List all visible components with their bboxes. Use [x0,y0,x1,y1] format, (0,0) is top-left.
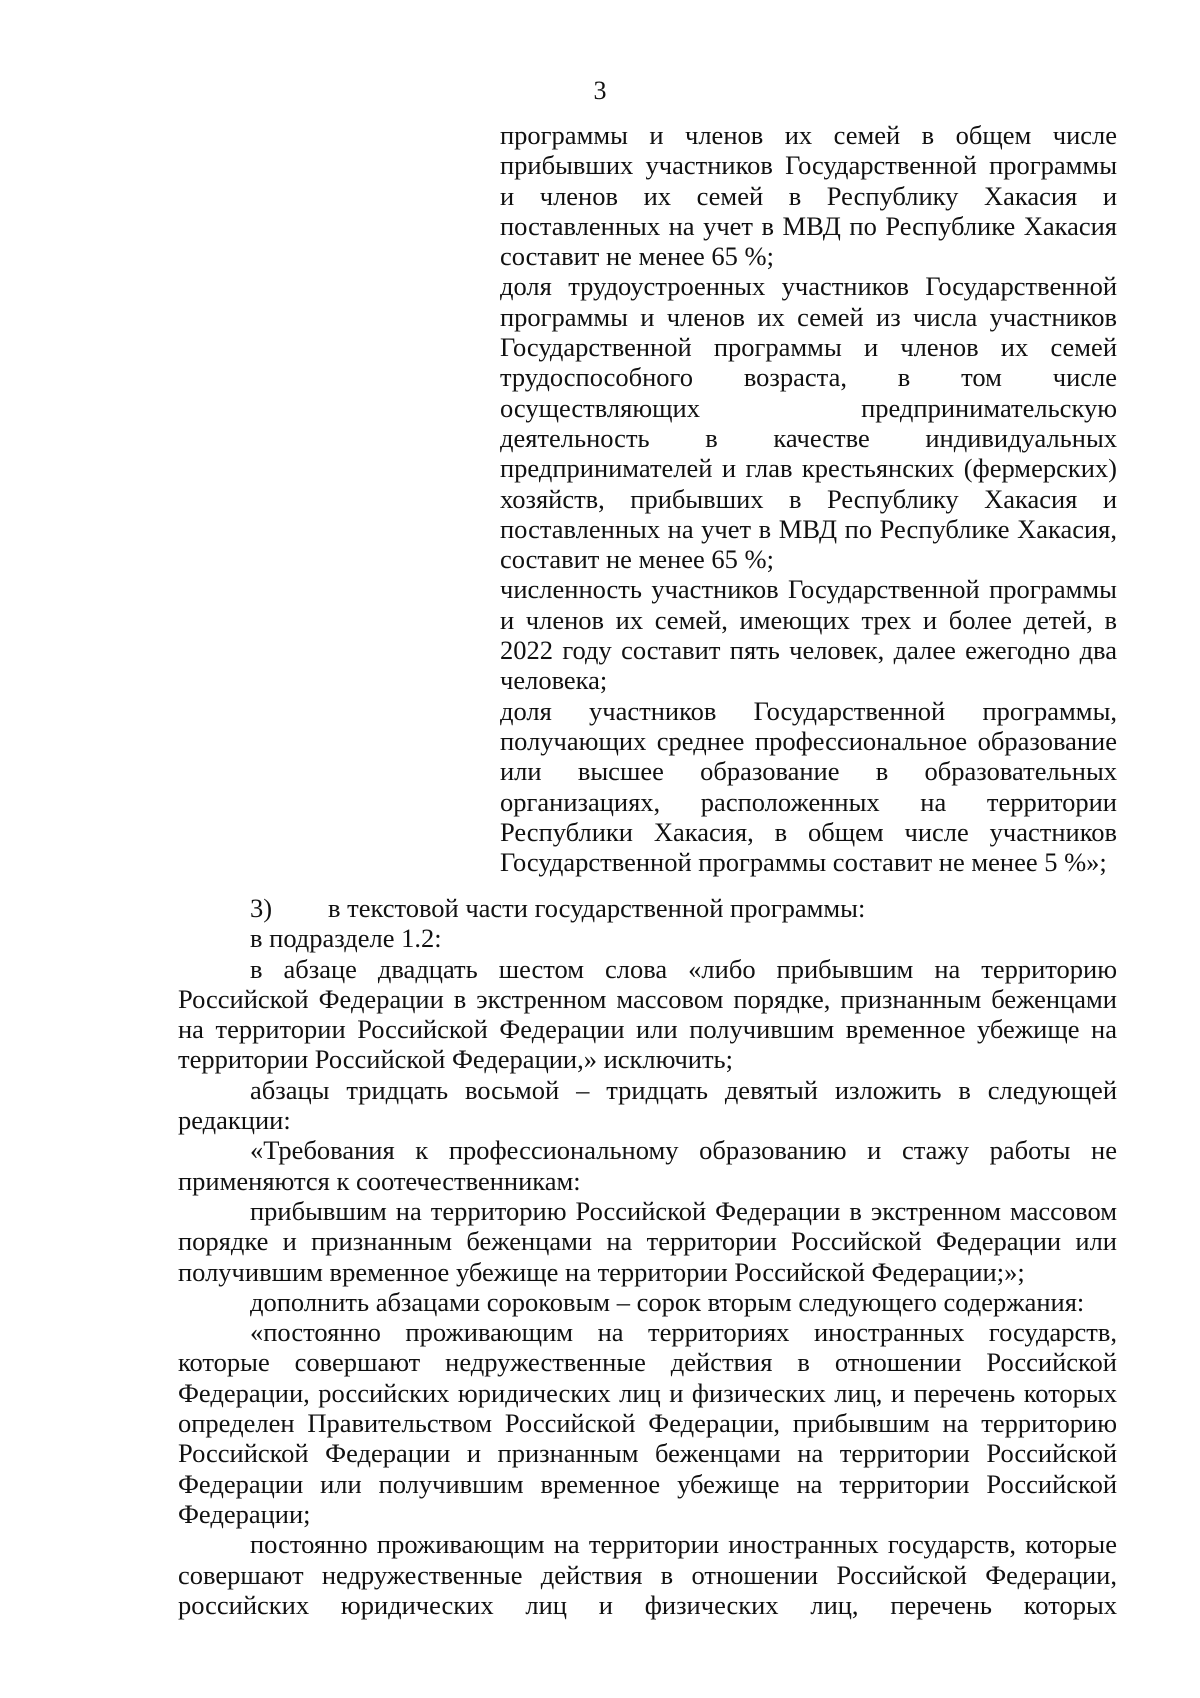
quote-paragraph: программы и членов их семей в общем числе прибывших участников Государственной программы и членов их семей в Республику Хакасия и поставленных на учет в МВД по Республике Хакасия составит не менее 65 %; [500,120,1117,272]
body-paragraph: «Требования к профессиональному образованию и стажу работы не применяются к соотечественникам: [178,1135,1117,1196]
body-paragraph: дополнить абзацами сороковым – сорок вторым следующего содержания: [250,1286,1085,1317]
page-number: 3 [593,76,607,105]
body-paragraph: в абзаце двадцать шестом слова «либо прибывшим на территорию Российской Федерации в экстренном массовом порядке, признанным беженцами на территории Российской Федерации или получившим временное убежище на территории Российской Федерации,» исключить; [178,953,1117,1075]
body-paragraph: «постоянно проживающим на территориях иностранных государств, которые совершают недружественные действия в отношении Российской Федерации, российских юридических лиц и физических лиц, и перечень которых определен Правительством Российской Федерации, прибывшим на территорию Российской Федерации и признанным беженцами на территории Российской Федерации или получившим временное убежище на территории Российской Федерации; [178,1317,1117,1529]
numbered-item [178,893,1117,923]
quote-paragraph: доля участников Государственной программы, получающих среднее профессиональное образование или высшее образование в образовательных организациях, расположенных на территории Республики Хакасия, в общем числе участников Государственной программы составит не менее 5 %»; [500,695,1117,878]
quote-paragraph: доля трудоустроенных участников Государственной программы и членов их семей из числа участников Государственной программы и членов их семей трудоспособного возраста, в том числе осуществляющих предпринимательскую деятельность в качестве индивидуальных предпринимателей и глав крестьянских (фермерских) хозяйств, прибывших в Республику Хакасия и поставленных на учет в МВД по Республике Хакасия, составит не менее 65 %; [500,271,1117,575]
main-text-block [178,893,1117,1620]
body-paragraph: в подразделе 1.2: [250,923,442,954]
body-paragraph: прибывшим на территорию Российской Федерации в экстренном массовом порядке и признанным беженцами на территории Российской Федерации или получившим временное убежище на территории Российской Федерации;»; [178,1195,1117,1287]
item-text: в текстовой части государственной программы: [328,893,866,923]
quote-paragraph: численность участников Государственной программы и членов их семей, имеющих трех и более детей, в 2022 году составит пять человек, далее ежегодно два человека; [500,574,1117,696]
item-number: 3) [250,893,273,923]
body-paragraph: абзацы тридцать восьмой – тридцать девятый изложить в следующей редакции: [178,1074,1117,1136]
body-paragraph: постоянно проживающим на территории иностранных государств, которые совершают недружественные действия в отношении Российской Федерации, российских юридических лиц и физических лиц, перечень которых [178,1529,1117,1620]
indented-quote-block [500,120,1117,877]
